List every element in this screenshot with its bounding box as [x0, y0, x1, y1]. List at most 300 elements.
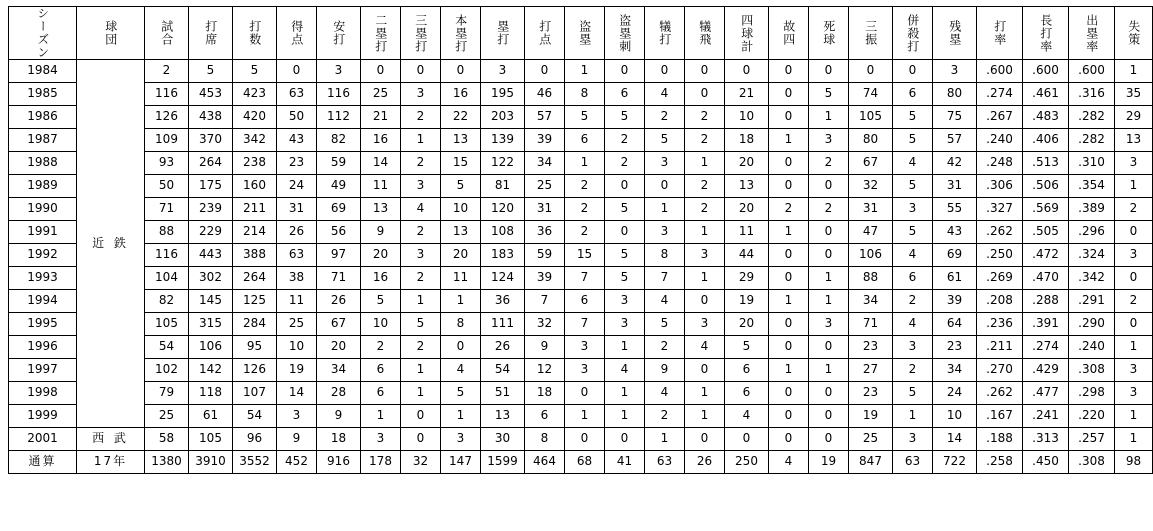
cell-stat: 13 — [361, 198, 401, 221]
cell-stat: 5 — [233, 60, 277, 83]
table-row — [9, 359, 1153, 382]
cell-stat: 6 — [361, 359, 401, 382]
cell-stat: 0 — [685, 83, 725, 106]
cell-stat: 19 — [725, 290, 769, 313]
cell-stat: 23 — [933, 336, 977, 359]
column-header-label: 打数 — [247, 20, 262, 46]
cell-stat: 2 — [401, 221, 441, 244]
cell-stat: .211 — [977, 336, 1023, 359]
cell-stat: 20 — [725, 313, 769, 336]
cell-stat: 0 — [685, 60, 725, 83]
cell-stat: 10 — [361, 313, 401, 336]
cell-stat: 22 — [441, 106, 481, 129]
cell-stat: 57 — [933, 129, 977, 152]
cell-total-stat: 68 — [565, 451, 605, 474]
cell-stat: 6 — [893, 83, 933, 106]
cell-stat: 1 — [1115, 336, 1153, 359]
cell-stat: 1 — [1115, 175, 1153, 198]
cell-total-stat: 26 — [685, 451, 725, 474]
cell-stat: 21 — [361, 106, 401, 129]
cell-stat: 54 — [233, 405, 277, 428]
cell-stat: 8 — [441, 313, 481, 336]
cell-stat: 39 — [525, 129, 565, 152]
cell-stat: 0 — [685, 428, 725, 451]
cell-stat: 0 — [725, 428, 769, 451]
cell-stat: 5 — [605, 244, 645, 267]
column-header-sacrifice-flies — [685, 7, 725, 60]
column-header-label: 球団 — [103, 20, 118, 46]
cell-stat: 107 — [233, 382, 277, 405]
cell-stat: 1 — [685, 405, 725, 428]
cell-stat: 25 — [145, 405, 189, 428]
cell-stat: 16 — [361, 129, 401, 152]
cell-total-stat: 916 — [317, 451, 361, 474]
column-header-label: 打率 — [992, 20, 1007, 46]
cell-stat: 214 — [233, 221, 277, 244]
cell-total-stat: 452 — [277, 451, 317, 474]
cell-stat: 31 — [525, 198, 565, 221]
cell-stat: 0 — [809, 244, 849, 267]
cell-stat: 9 — [525, 336, 565, 359]
cell-stat: 3 — [441, 428, 481, 451]
cell-stat: 14 — [933, 428, 977, 451]
cell-stat: 2 — [361, 336, 401, 359]
column-header-rbi — [525, 7, 565, 60]
cell-stat: 5 — [441, 175, 481, 198]
cell-stat: 13 — [481, 405, 525, 428]
cell-stat: 0 — [1115, 221, 1153, 244]
cell-season: 1993 — [9, 267, 77, 290]
cell-stat: .429 — [1023, 359, 1069, 382]
cell-stat: 10 — [933, 405, 977, 428]
cell-stat: 18 — [525, 382, 565, 405]
cell-stat: 145 — [189, 290, 233, 313]
cell-stat: 0 — [1115, 267, 1153, 290]
cell-stat: 0 — [809, 175, 849, 198]
cell-stat: 25 — [525, 175, 565, 198]
cell-stat: 49 — [317, 175, 361, 198]
cell-stat: 9 — [317, 405, 361, 428]
cell-stat: .342 — [1069, 267, 1115, 290]
cell-stat: 175 — [189, 175, 233, 198]
cell-stat: 2 — [893, 290, 933, 313]
column-header-team — [77, 7, 145, 60]
cell-stat: 116 — [317, 83, 361, 106]
cell-stat: 126 — [145, 106, 189, 129]
cell-stat: 5 — [893, 221, 933, 244]
cell-stat: .569 — [1023, 198, 1069, 221]
cell-stat: 2 — [605, 152, 645, 175]
cell-stat: 95 — [233, 336, 277, 359]
cell-season: 1995 — [9, 313, 77, 336]
cell-stat: 5 — [645, 313, 685, 336]
table-row — [9, 267, 1153, 290]
cell-stat: 5 — [893, 382, 933, 405]
cell-season: 1999 — [9, 405, 77, 428]
cell-stat: .288 — [1023, 290, 1069, 313]
cell-stat: 24 — [277, 175, 317, 198]
column-header-label: 打点 — [537, 20, 552, 46]
cell-stat: 1 — [1115, 60, 1153, 83]
cell-stat: .257 — [1069, 428, 1115, 451]
cell-stat: 15 — [565, 244, 605, 267]
cell-stat: 4 — [893, 244, 933, 267]
cell-total-stat: 4 — [769, 451, 809, 474]
cell-stat: 79 — [145, 382, 189, 405]
cell-stat: 16 — [361, 267, 401, 290]
cell-stat: .600 — [977, 60, 1023, 83]
cell-total-stat: 178 — [361, 451, 401, 474]
cell-stat: .391 — [1023, 313, 1069, 336]
cell-total-stat: .308 — [1069, 451, 1115, 474]
cell-stat: 0 — [401, 60, 441, 83]
cell-stat: 42 — [933, 152, 977, 175]
column-header-stolen-bases — [565, 7, 605, 60]
cell-stat: 105 — [189, 428, 233, 451]
cell-stat: 3 — [1115, 152, 1153, 175]
column-header-label: 犠打 — [657, 20, 672, 46]
cell-stat: 5 — [605, 267, 645, 290]
cell-stat: 420 — [233, 106, 277, 129]
cell-stat: .483 — [1023, 106, 1069, 129]
cell-stat: 32 — [849, 175, 893, 198]
table-row — [9, 313, 1153, 336]
cell-stat: 284 — [233, 313, 277, 336]
cell-stat: 1 — [1115, 405, 1153, 428]
table-row — [9, 175, 1153, 198]
cell-stat: 370 — [189, 129, 233, 152]
table-header-row-group — [9, 7, 1153, 60]
cell-stat: 8 — [645, 244, 685, 267]
cell-stat: 71 — [145, 198, 189, 221]
cell-stat: 0 — [565, 382, 605, 405]
cell-stat: 122 — [481, 152, 525, 175]
cell-total-years: 17年 — [77, 451, 145, 474]
cell-stat: 7 — [525, 290, 565, 313]
cell-stat: 116 — [145, 83, 189, 106]
cell-stat: 2 — [605, 129, 645, 152]
cell-stat: 1 — [605, 382, 645, 405]
cell-stat: 80 — [933, 83, 977, 106]
cell-stat: 2 — [685, 175, 725, 198]
cell-stat: 2 — [809, 198, 849, 221]
cell-stat: 0 — [725, 60, 769, 83]
column-header-label: 失策 — [1126, 20, 1141, 46]
cell-stat: 71 — [849, 313, 893, 336]
cell-stat: 6 — [725, 382, 769, 405]
cell-stat: 25 — [277, 313, 317, 336]
column-header-home-runs — [441, 7, 481, 60]
cell-stat: 0 — [769, 336, 809, 359]
cell-stat: .236 — [977, 313, 1023, 336]
cell-stat: 239 — [189, 198, 233, 221]
cell-stat: 1 — [605, 336, 645, 359]
cell-stat: 1 — [565, 405, 605, 428]
cell-stat: .477 — [1023, 382, 1069, 405]
cell-stat: 13 — [725, 175, 769, 198]
cell-stat: 1 — [441, 405, 481, 428]
cell-stat: 13 — [441, 129, 481, 152]
cell-stat: 0 — [769, 106, 809, 129]
cell-stat: 57 — [525, 106, 565, 129]
cell-stat: 139 — [481, 129, 525, 152]
cell-stat: 1 — [565, 60, 605, 83]
cell-stat: 112 — [317, 106, 361, 129]
cell-stat: 82 — [317, 129, 361, 152]
cell-stat: 3 — [685, 244, 725, 267]
cell-stat: 423 — [233, 83, 277, 106]
cell-stat: 4 — [441, 359, 481, 382]
cell-stat: 264 — [233, 267, 277, 290]
cell-stat: 2 — [401, 152, 441, 175]
cell-stat: 9 — [361, 221, 401, 244]
table-row — [9, 382, 1153, 405]
cell-stat: 61 — [189, 405, 233, 428]
column-header-label: 盗塁 — [577, 20, 592, 46]
table-row — [9, 198, 1153, 221]
cell-stat: 1 — [361, 405, 401, 428]
cell-stat: .389 — [1069, 198, 1115, 221]
column-header-label: 四球計 — [739, 13, 754, 53]
cell-stat: 0 — [605, 428, 645, 451]
column-header-label: 故四 — [781, 20, 796, 46]
cell-stat: 39 — [933, 290, 977, 313]
cell-stat: 2 — [645, 106, 685, 129]
cell-stat: 2 — [1115, 198, 1153, 221]
cell-stat: 20 — [441, 244, 481, 267]
cell-stat: 0 — [525, 60, 565, 83]
cell-stat: 0 — [769, 428, 809, 451]
cell-stat: 124 — [481, 267, 525, 290]
cell-stat: .282 — [1069, 129, 1115, 152]
cell-stat: 56 — [317, 221, 361, 244]
cell-stat: 2 — [401, 267, 441, 290]
cell-stat: 0 — [769, 313, 809, 336]
cell-season: 1994 — [9, 290, 77, 313]
column-header-at-bats — [233, 7, 277, 60]
cell-stat: .316 — [1069, 83, 1115, 106]
cell-stat: 5 — [893, 106, 933, 129]
cell-stat: .298 — [1069, 382, 1115, 405]
cell-stat: 0 — [605, 221, 645, 244]
cell-stat: 0 — [401, 428, 441, 451]
cell-stat: 13 — [441, 221, 481, 244]
cell-stat: .269 — [977, 267, 1023, 290]
table-row — [9, 244, 1153, 267]
cell-total-stat: 250 — [725, 451, 769, 474]
cell-stat: 0 — [809, 336, 849, 359]
cell-stat: 74 — [849, 83, 893, 106]
cell-stat: 27 — [849, 359, 893, 382]
cell-stat: 58 — [145, 428, 189, 451]
cell-stat: 23 — [849, 382, 893, 405]
table-row — [9, 428, 1153, 451]
cell-season: 1986 — [9, 106, 77, 129]
cell-stat: 44 — [725, 244, 769, 267]
cell-stat: 6 — [525, 405, 565, 428]
cell-total-stat: 1599 — [481, 451, 525, 474]
cell-stat: .290 — [1069, 313, 1115, 336]
cell-stat: 39 — [525, 267, 565, 290]
cell-stat: 5 — [725, 336, 769, 359]
cell-total-label: 通算 — [9, 451, 77, 474]
cell-stat: 0 — [769, 83, 809, 106]
table-header-row — [9, 7, 1153, 60]
cell-stat: 6 — [565, 290, 605, 313]
cell-stat: 105 — [145, 313, 189, 336]
cell-stat: 20 — [317, 336, 361, 359]
cell-stat: 453 — [189, 83, 233, 106]
cell-stat: 3 — [893, 198, 933, 221]
column-header-label: 残塁 — [947, 20, 962, 46]
cell-stat: 96 — [233, 428, 277, 451]
cell-stat: 34 — [525, 152, 565, 175]
cell-stat: 1 — [769, 129, 809, 152]
column-header-label: 三塁打 — [413, 13, 428, 53]
column-header-label: 塁打 — [495, 20, 510, 46]
cell-stat: 118 — [189, 382, 233, 405]
cell-stat: .240 — [977, 129, 1023, 152]
cell-stat: .600 — [1023, 60, 1069, 83]
cell-stat: 3 — [1115, 359, 1153, 382]
cell-stat: 3 — [565, 359, 605, 382]
cell-stat: 3 — [893, 428, 933, 451]
cell-stat: 4 — [645, 382, 685, 405]
cell-stat: 6 — [725, 359, 769, 382]
cell-stat: 29 — [1115, 106, 1153, 129]
cell-stat: 2 — [645, 336, 685, 359]
cell-stat: 7 — [565, 267, 605, 290]
cell-stat: 61 — [933, 267, 977, 290]
cell-stat: .262 — [977, 221, 1023, 244]
cell-stat: 50 — [145, 175, 189, 198]
cell-total-stat: 847 — [849, 451, 893, 474]
cell-stat: .270 — [977, 359, 1023, 382]
cell-stat: 3 — [1115, 382, 1153, 405]
cell-stat: 31 — [277, 198, 317, 221]
career-batting-stats-table — [8, 6, 1153, 474]
cell-stat: 59 — [525, 244, 565, 267]
cell-stat: .274 — [977, 83, 1023, 106]
cell-stat: 195 — [481, 83, 525, 106]
column-header-label: シーズン — [35, 7, 50, 59]
table-row — [9, 129, 1153, 152]
cell-stat: 29 — [725, 267, 769, 290]
cell-stat: 34 — [933, 359, 977, 382]
cell-stat: 0 — [685, 359, 725, 382]
cell-stat: 11 — [441, 267, 481, 290]
cell-stat: 43 — [933, 221, 977, 244]
column-header-games — [145, 7, 189, 60]
cell-stat: 26 — [317, 290, 361, 313]
cell-stat: .310 — [1069, 152, 1115, 175]
cell-stat: 11 — [725, 221, 769, 244]
cell-stat: 0 — [769, 60, 809, 83]
column-header-label: 三振 — [863, 20, 878, 46]
cell-total-stat: 19 — [809, 451, 849, 474]
cell-stat: 2 — [1115, 290, 1153, 313]
cell-stat: 3 — [645, 152, 685, 175]
cell-stat: 1 — [685, 152, 725, 175]
column-header-triples — [401, 7, 441, 60]
cell-stat: 6 — [893, 267, 933, 290]
cell-stat: 47 — [849, 221, 893, 244]
column-header-label: 出塁率 — [1084, 13, 1099, 53]
cell-stat: 0 — [685, 290, 725, 313]
cell-stat: 0 — [849, 60, 893, 83]
cell-stat: 38 — [277, 267, 317, 290]
cell-total-stat: .258 — [977, 451, 1023, 474]
cell-stat: 14 — [277, 382, 317, 405]
table-row — [9, 152, 1153, 175]
cell-stat: 2 — [565, 175, 605, 198]
cell-stat: 67 — [849, 152, 893, 175]
column-header-label: 盗塁刺 — [617, 13, 632, 53]
cell-stat: 4 — [893, 313, 933, 336]
cell-stat: 18 — [317, 428, 361, 451]
cell-stat: .327 — [977, 198, 1023, 221]
cell-stat: 4 — [893, 152, 933, 175]
cell-stat: 34 — [849, 290, 893, 313]
cell-stat: .470 — [1023, 267, 1069, 290]
cell-stat: 1 — [401, 129, 441, 152]
cell-stat: 26 — [481, 336, 525, 359]
cell-stat: .308 — [1069, 359, 1115, 382]
cell-stat: 7 — [565, 313, 605, 336]
cell-stat: 54 — [481, 359, 525, 382]
table-total-row — [9, 451, 1153, 474]
cell-stat: .313 — [1023, 428, 1069, 451]
cell-stat: 81 — [481, 175, 525, 198]
column-header-label: 長打率 — [1038, 13, 1053, 53]
cell-stat: 50 — [277, 106, 317, 129]
cell-stat: 2 — [685, 198, 725, 221]
cell-stat: 0 — [277, 60, 317, 83]
cell-stat: 75 — [933, 106, 977, 129]
cell-stat: .461 — [1023, 83, 1069, 106]
cell-stat: 69 — [933, 244, 977, 267]
cell-stat: 1 — [685, 221, 725, 244]
table-row — [9, 106, 1153, 129]
cell-stat: .220 — [1069, 405, 1115, 428]
cell-stat: 0 — [565, 428, 605, 451]
cell-stat: 1 — [769, 221, 809, 244]
cell-season: 1985 — [9, 83, 77, 106]
cell-stat: 438 — [189, 106, 233, 129]
cell-stat: 1 — [441, 290, 481, 313]
cell-stat: 67 — [317, 313, 361, 336]
cell-total-stat: 147 — [441, 451, 481, 474]
cell-stat: 20 — [361, 244, 401, 267]
cell-stat: 3 — [605, 290, 645, 313]
cell-stat: 1 — [645, 428, 685, 451]
column-header-plate-appearances — [189, 7, 233, 60]
cell-stat: 25 — [361, 83, 401, 106]
cell-stat: 13 — [1115, 129, 1153, 152]
column-header-hit-by-pitch — [809, 7, 849, 60]
cell-stat: 93 — [145, 152, 189, 175]
cell-total-stat: 98 — [1115, 451, 1153, 474]
cell-stat: 1 — [809, 290, 849, 313]
column-header-label: 併殺打 — [905, 13, 920, 53]
cell-stat: 36 — [525, 221, 565, 244]
cell-stat: 31 — [933, 175, 977, 198]
cell-stat: 6 — [605, 83, 645, 106]
cell-stat: .262 — [977, 382, 1023, 405]
cell-stat: 105 — [849, 106, 893, 129]
cell-stat: .250 — [977, 244, 1023, 267]
cell-total-stat: 63 — [645, 451, 685, 474]
